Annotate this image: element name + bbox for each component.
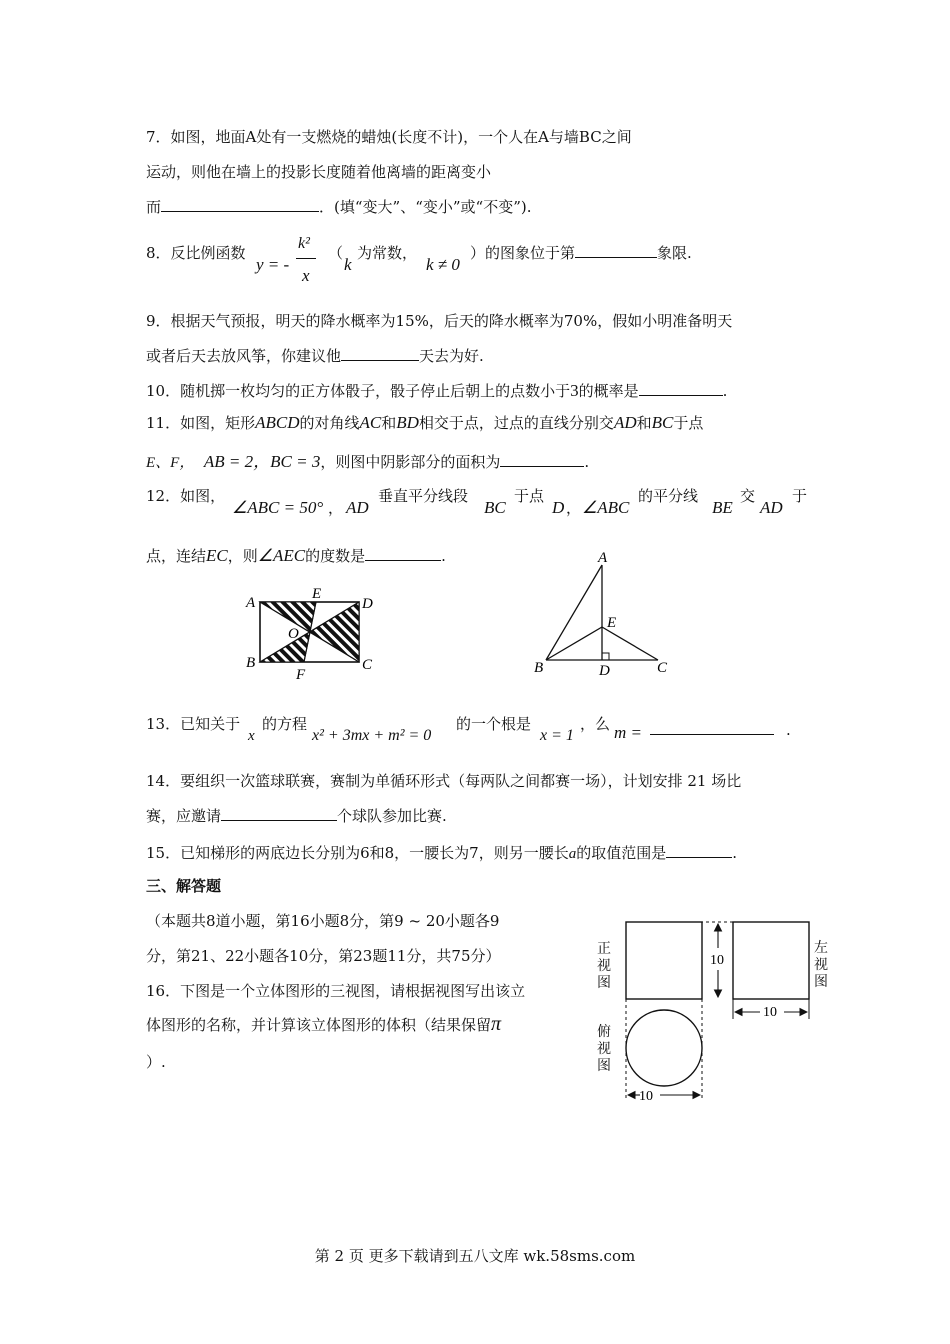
q11-ac: AC bbox=[359, 413, 382, 432]
q11-answer-blank[interactable] bbox=[500, 452, 584, 467]
q13-b: 的方程 bbox=[262, 715, 308, 733]
q13-c: 的一个根是 bbox=[456, 715, 532, 733]
label-b: B bbox=[246, 655, 256, 671]
q14-line2 bbox=[146, 806, 447, 826]
tri-label-a: A bbox=[598, 550, 608, 566]
height-dim-label: 10 bbox=[710, 953, 724, 968]
q11-line2 bbox=[146, 452, 589, 473]
q8-paren-open: （ bbox=[328, 244, 344, 262]
top-view-label: 俯视图 bbox=[597, 1024, 611, 1074]
q12-text-g: 于 bbox=[792, 487, 808, 505]
q12-line2 bbox=[146, 546, 446, 566]
q12-text-f: 交 bbox=[740, 487, 756, 505]
q8-answer-blank[interactable] bbox=[575, 243, 657, 258]
q11-bd: BD bbox=[396, 413, 419, 432]
q13-x: x bbox=[248, 728, 255, 744]
left-view-square bbox=[733, 922, 809, 999]
q8-fraction-bar bbox=[296, 258, 316, 259]
section3-title: 三、解答题 bbox=[146, 877, 222, 895]
q10-end: . bbox=[722, 382, 728, 400]
q10-prefix: 10．随机掷一枚均匀的正方体骰子，骰子停止后朝上的点数小于 bbox=[146, 382, 571, 400]
q7-line3 bbox=[146, 197, 532, 217]
q14-answer-blank[interactable] bbox=[221, 806, 337, 821]
right-angle-mark bbox=[602, 653, 609, 660]
q10-suffix: 的概率是 bbox=[578, 382, 639, 400]
q8-prefix: 8．反比例函数 bbox=[146, 244, 246, 262]
q12-text-c: 于点 bbox=[514, 487, 545, 505]
tri-label-d: D bbox=[599, 663, 610, 679]
tri-label-c: C bbox=[657, 660, 668, 676]
q11-ef: E、F， bbox=[146, 455, 195, 471]
q15-suffix: 的取值范围是 bbox=[576, 844, 667, 862]
line-ec bbox=[602, 627, 658, 660]
diameter-dim-label: 10 bbox=[639, 1089, 653, 1104]
q9-line1: 9．根据天气预报，明天的降水概率为15%，后天的降水概率为70%，假如小明准备明天 bbox=[146, 312, 733, 330]
q11-text-e: 和 bbox=[636, 414, 652, 432]
q12-text-line2-b: ，则 bbox=[227, 547, 258, 565]
q16-line3: ）. bbox=[146, 1053, 166, 1071]
q16-line2-text: 体图形的名称，并计算该立体图形的体积（结果保留 bbox=[146, 1016, 492, 1034]
q11-bc-value: BC = 3 bbox=[270, 452, 321, 471]
q9-line2-suffix: 天去为好. bbox=[419, 347, 484, 365]
q8-suffix bbox=[470, 243, 692, 263]
shaded-triangle-right bbox=[310, 602, 359, 662]
q13-answer-blank[interactable] bbox=[650, 720, 774, 735]
q11-end: . bbox=[584, 453, 590, 471]
q16-line2 bbox=[146, 1014, 501, 1035]
q8-condition: k ≠ 0 bbox=[426, 255, 460, 274]
q8-mid: 为常数， bbox=[357, 244, 418, 262]
q11-suffix: ，则图中阴影部分的面积为 bbox=[320, 453, 501, 471]
q7-line3-suffix: ．(填“变大”、“变小”或“不变”). bbox=[319, 198, 532, 216]
q9-answer-blank[interactable] bbox=[341, 346, 419, 361]
q9-line2-prefix: 或者后天去放风筝，你建议他 bbox=[146, 347, 342, 365]
section3-desc2: 分，第21、22小题各10分，第23题11分，共75分） bbox=[146, 947, 501, 965]
section3-desc1: （本题共8道小题，第16小题8分，第9 ~ 20小题各9 bbox=[146, 912, 500, 930]
q13-d: ，么 bbox=[580, 715, 611, 733]
q12-answer-blank[interactable] bbox=[365, 546, 441, 561]
q15-prefix: 15．已知梯形的两底边长分别为6和8，一腰长为7，则另一腰长 bbox=[146, 844, 569, 862]
q15-answer-blank[interactable] bbox=[666, 843, 732, 858]
line-be bbox=[546, 627, 602, 660]
q8-formula-y: y = - bbox=[256, 255, 290, 274]
q9-line2 bbox=[146, 346, 484, 366]
three-views-figure bbox=[612, 912, 822, 1112]
front-view-square bbox=[626, 922, 702, 999]
q7-line2: 运动，则他在墙上的投影长度随着他离墙的距离变小 bbox=[146, 163, 492, 181]
tri-label-e: E bbox=[607, 615, 617, 631]
q12-text-line2-c: 的度数是 bbox=[305, 547, 366, 565]
q16-line1: 16．下图是一个立体图形的三视图，请根据视图写出该立 bbox=[146, 982, 526, 1000]
q14-suffix: 个球队参加比赛. bbox=[337, 807, 447, 825]
q12-end: . bbox=[441, 547, 446, 565]
q13-root: x = 1 bbox=[540, 727, 574, 744]
width-dim-label: 10 bbox=[763, 1005, 777, 1020]
q14-line1: 14．要组织一次篮球联赛，赛制为单循环形式（每两队之间都赛一场），计划安排 21 场比 bbox=[146, 772, 742, 790]
q11-text-a: 11．如图，矩形 bbox=[146, 414, 256, 432]
q15-end: . bbox=[732, 844, 738, 862]
label-d: D bbox=[362, 596, 373, 612]
q10-number: 3 bbox=[570, 381, 579, 400]
q10-line bbox=[146, 381, 727, 401]
q12-text-d: ， bbox=[566, 499, 582, 517]
top-view-circle bbox=[626, 1010, 702, 1086]
triangle-figure bbox=[528, 545, 678, 680]
line-ab bbox=[546, 565, 602, 660]
q11-text-f: 于点 bbox=[673, 414, 704, 432]
front-view-label: 正视图 bbox=[597, 941, 611, 991]
q8-formula-numerator: k² bbox=[298, 235, 310, 252]
q12-sep: ， bbox=[328, 499, 344, 517]
q15-a: a bbox=[568, 846, 577, 862]
q12-angle-abc-50: ∠ABC = 50° bbox=[232, 498, 324, 517]
label-e: E bbox=[312, 586, 322, 602]
q11-line1 bbox=[146, 413, 703, 433]
q11-text-d: 相交于点，过点的直线分别交 bbox=[418, 414, 614, 432]
q14-prefix: 赛，应邀请 bbox=[146, 807, 222, 825]
q11-text-c: 和 bbox=[381, 414, 397, 432]
q12-ad2: AD bbox=[760, 498, 783, 517]
q15-line bbox=[146, 843, 737, 864]
q13-a: 13．已知关于 bbox=[146, 715, 241, 733]
q13-end: . bbox=[786, 721, 791, 739]
left-view-label: 左视图 bbox=[814, 940, 828, 990]
q7-answer-blank[interactable] bbox=[161, 197, 319, 212]
q12-be: BE bbox=[712, 498, 733, 517]
q13-equation: x² + 3mx + m² = 0 bbox=[312, 727, 432, 744]
q11-text-b: 的对角线 bbox=[299, 414, 360, 432]
q12-ec: EC bbox=[206, 546, 228, 565]
q7-line3-prefix: 而 bbox=[146, 198, 162, 216]
q12-bc: BC bbox=[484, 498, 506, 517]
q12-text-b: 垂直平分线段 bbox=[378, 487, 469, 505]
q12-text-line2-a: 点，连结 bbox=[146, 547, 207, 565]
q12-angle-aec: ∠AEC bbox=[257, 546, 306, 565]
q8-suffix1: ）的图象位于第 bbox=[470, 244, 576, 262]
rectangle-figure bbox=[238, 580, 388, 685]
label-o: O bbox=[288, 626, 299, 642]
q12-text-e: 的平分线 bbox=[638, 487, 699, 505]
q12-ad: AD bbox=[346, 498, 369, 517]
q12-d: D bbox=[552, 498, 565, 517]
q11-ad: AD bbox=[613, 413, 637, 432]
q12-angle-abc: ∠ABC bbox=[582, 498, 630, 517]
q8-k: k bbox=[344, 255, 352, 274]
q13-m: m = bbox=[614, 723, 642, 742]
q8-formula-denominator: x bbox=[302, 266, 310, 285]
page-footer: 第 2 页 更多下载请到五八文库 wk.58sms.com bbox=[314, 1247, 636, 1265]
q12-prefix: 12．如图， bbox=[146, 487, 226, 505]
q11-ab: AB = 2， bbox=[203, 452, 271, 471]
label-f: F bbox=[296, 667, 306, 683]
label-c: C bbox=[362, 657, 373, 673]
q11-bc: BC bbox=[651, 413, 674, 432]
q16-pi: π bbox=[491, 1013, 502, 1035]
q7-line1: 7．如图，地面A处有一支燃烧的蜡烛(长度不计)，一个人在A与墙BC之间 bbox=[146, 128, 632, 146]
q11-abcd: ABCD bbox=[255, 413, 300, 432]
q8-suffix2: 象限. bbox=[657, 244, 692, 262]
q10-answer-blank[interactable] bbox=[639, 381, 723, 396]
label-a: A bbox=[246, 595, 256, 611]
tri-label-b: B bbox=[534, 660, 544, 676]
